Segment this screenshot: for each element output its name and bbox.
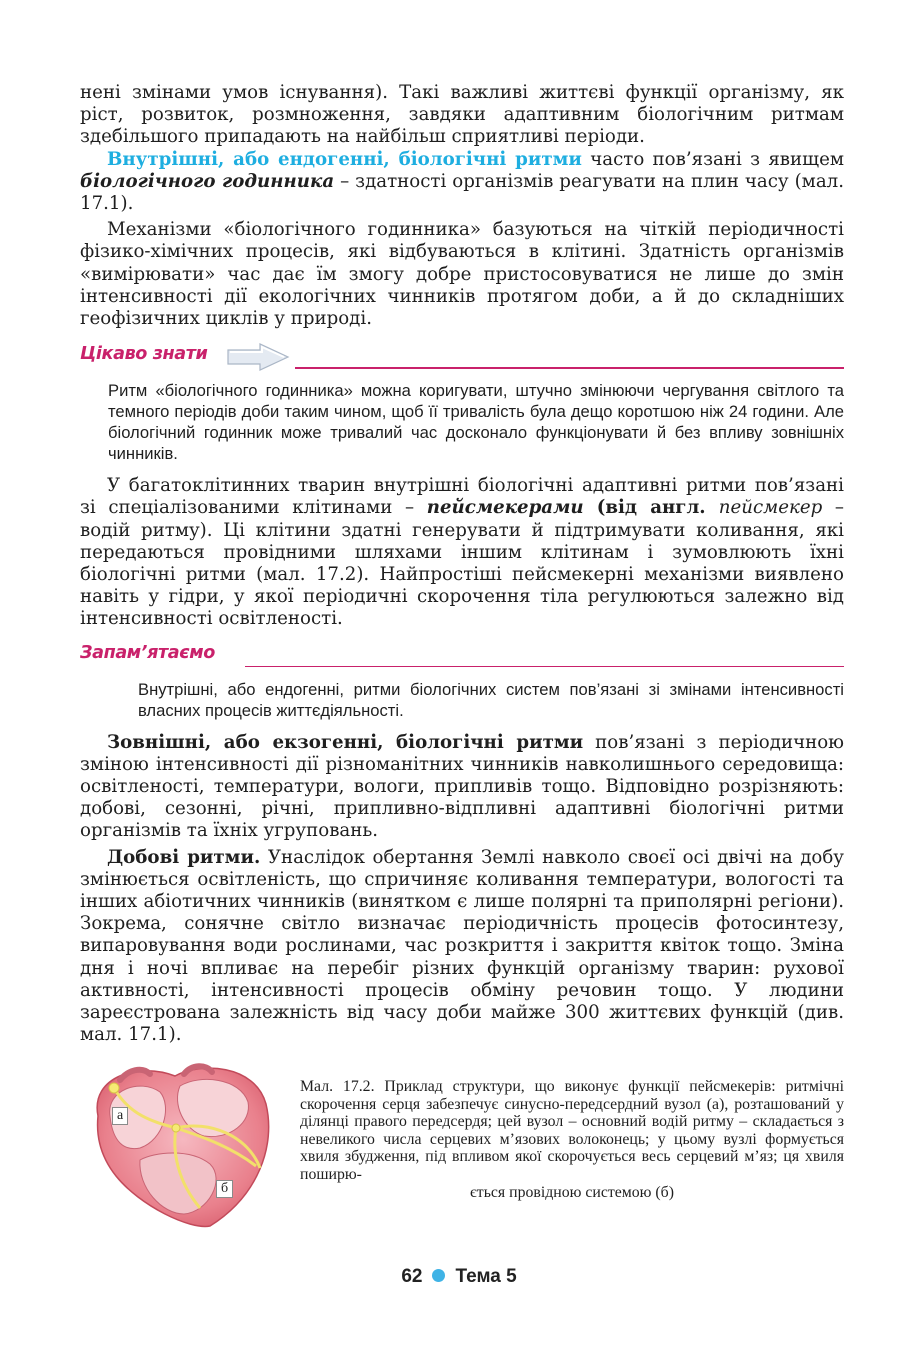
heading-rule	[295, 367, 844, 369]
section-heading-interesting	[80, 342, 844, 372]
heading-title: Цікаво знати	[80, 344, 208, 365]
term-pacemakers: пейсмекерами	[426, 497, 584, 519]
section-heading-remember	[80, 641, 844, 671]
term-exogenous-rhythms: Зовнішні, або екзогенні, біологічні ритми	[107, 731, 584, 753]
arrow-icon	[226, 342, 292, 372]
page-footer	[0, 1266, 918, 1288]
label-b: б	[216, 1180, 233, 1198]
term-biological-clock: біологічного годинника	[80, 170, 335, 192]
text-fragment: (від англ.	[583, 497, 719, 519]
text-fragment: Унаслідок обертання Землі навколо своєї осі двічі на добу змінюється освітленість, що спричиняє коливання температури, вологості та інших абіотичних чинників (винятком є лише полярні та приполярні регіони). Зокрема, сонячне світло визначає періодичність процесів фотосинтезу, випаровування води рослинами, час розкриття і закриття квіток тощо. Зміна дня і ночі впливає на перебіг різних функцій організму тварин: рухової активності, інтенсивності процесів обміну речовин тощо. У людини зареєстрована залежність від часу доби майже 300 життєвих функцій (див. мал. 17.1).	[80, 846, 845, 1046]
text-fragment: – здатності організмів реагувати на плин часу (мал. 17.1).	[80, 170, 845, 215]
bullet-dot-icon	[432, 1269, 445, 1282]
text-fragment: – водій ритму). Ці клітини здатні генерувати й підтримувати коливання, які передаються провідними шляхами іншим клітинам і зумовлюють їхні біологічні ритми (мал. 17.2). Найпростіші пейсмекерні механізми виявлено навіть у гідри, у якої періодичні скорочення тіла регулюються залежно від інтенсивності освітленості.	[80, 497, 844, 630]
figure-caption	[300, 1078, 844, 1201]
paragraph-pacemakers	[80, 475, 844, 630]
page-content	[80, 82, 844, 1047]
term-english: пейсмекер	[718, 497, 823, 519]
heading-title: Запам’ятаємо	[80, 642, 215, 663]
heading-rule	[245, 666, 844, 668]
paragraph-exogenous	[80, 732, 844, 843]
caption-last-line: ється провідною системою (б)	[470, 1183, 674, 1201]
term-daily-rhythms: Добові ритми.	[107, 846, 261, 868]
text-fragment: часто пов’язані з явищем	[581, 148, 844, 170]
figure-17-2	[80, 1056, 844, 1236]
note-text: Ритм «біологічного годинника» можна коригувати, штучно змінюючи чергування світлого та темного періодів доби таким чином, щоб її тривалість була дещо коротшою ніж 24 години. Але біологічний годинник може тривалий час досконало функціонувати й без впливу зовнішніх чинників.	[108, 381, 844, 464]
page-number: 62	[401, 1266, 423, 1287]
paragraph-daily	[80, 847, 844, 1047]
remember-text: Внутрішні, або ендогенні, ритми біологічних систем пов’язані зі змінами інтенсивності власних процесів життєдіяльності.	[138, 679, 844, 720]
paragraph-mechanisms: Механізми «біологічного годинника» базуються на чіткій періодичності фізико-хімічних процесів, які відбуваються в клітині. Здатність організмів «вимірювати» час дає їм змогу добре пристосовуватися не лише до змін інтенсивності дії екологічних чинників протягом доби, а й до складніших геофізичних циклів у природі.	[80, 219, 844, 330]
paragraph-1: нені змінами умов існування). Такі важливі життєві функції організму, як ріст, розвиток, розмноження, завдяки адаптивним біологічним ритмам здебільшого припадають на найбільш сприятливі періоди.	[80, 82, 844, 148]
topic-label: Тема 5	[455, 1266, 517, 1287]
term-endogenous-rhythms: Внутрішні, або ендогенні, біологічні ритми	[107, 148, 582, 170]
label-a: а	[112, 1107, 128, 1125]
heart-illustration	[80, 1056, 278, 1232]
text-fragment: У багатоклітинних тварин внутрішні біологічні адаптивні ритми пов’язані зі спеціалізованими клітинами –	[80, 475, 844, 519]
paragraph-endogenous	[80, 149, 844, 216]
text-fragment: пов’язані з періодичною зміною інтенсивності дії різноманітних чинників навколишнього середовища: освітленості, температури, вологи, припливів тощо. Відповідно розрізняють: добові, сезонні, річні, припливно-відпливні адаптивні біологічні ритми організмів та їхніх угруповань.	[80, 731, 845, 842]
caption-text: Мал. 17.2. Приклад структури, що виконує функції пейсмекерів: ритмічні скорочення серця забезпечує синусно-передсердний вузол (а), розташований у ділянці правого передсердя; цей вузол – основний водій ритму – складається з невеликого числа серцевих м’язових волоконець; у цьому вузлі формується хвиля збудження, під впливом якої скорочується весь серцевий м’яз; ця хвиля поширю-	[300, 1078, 844, 1183]
